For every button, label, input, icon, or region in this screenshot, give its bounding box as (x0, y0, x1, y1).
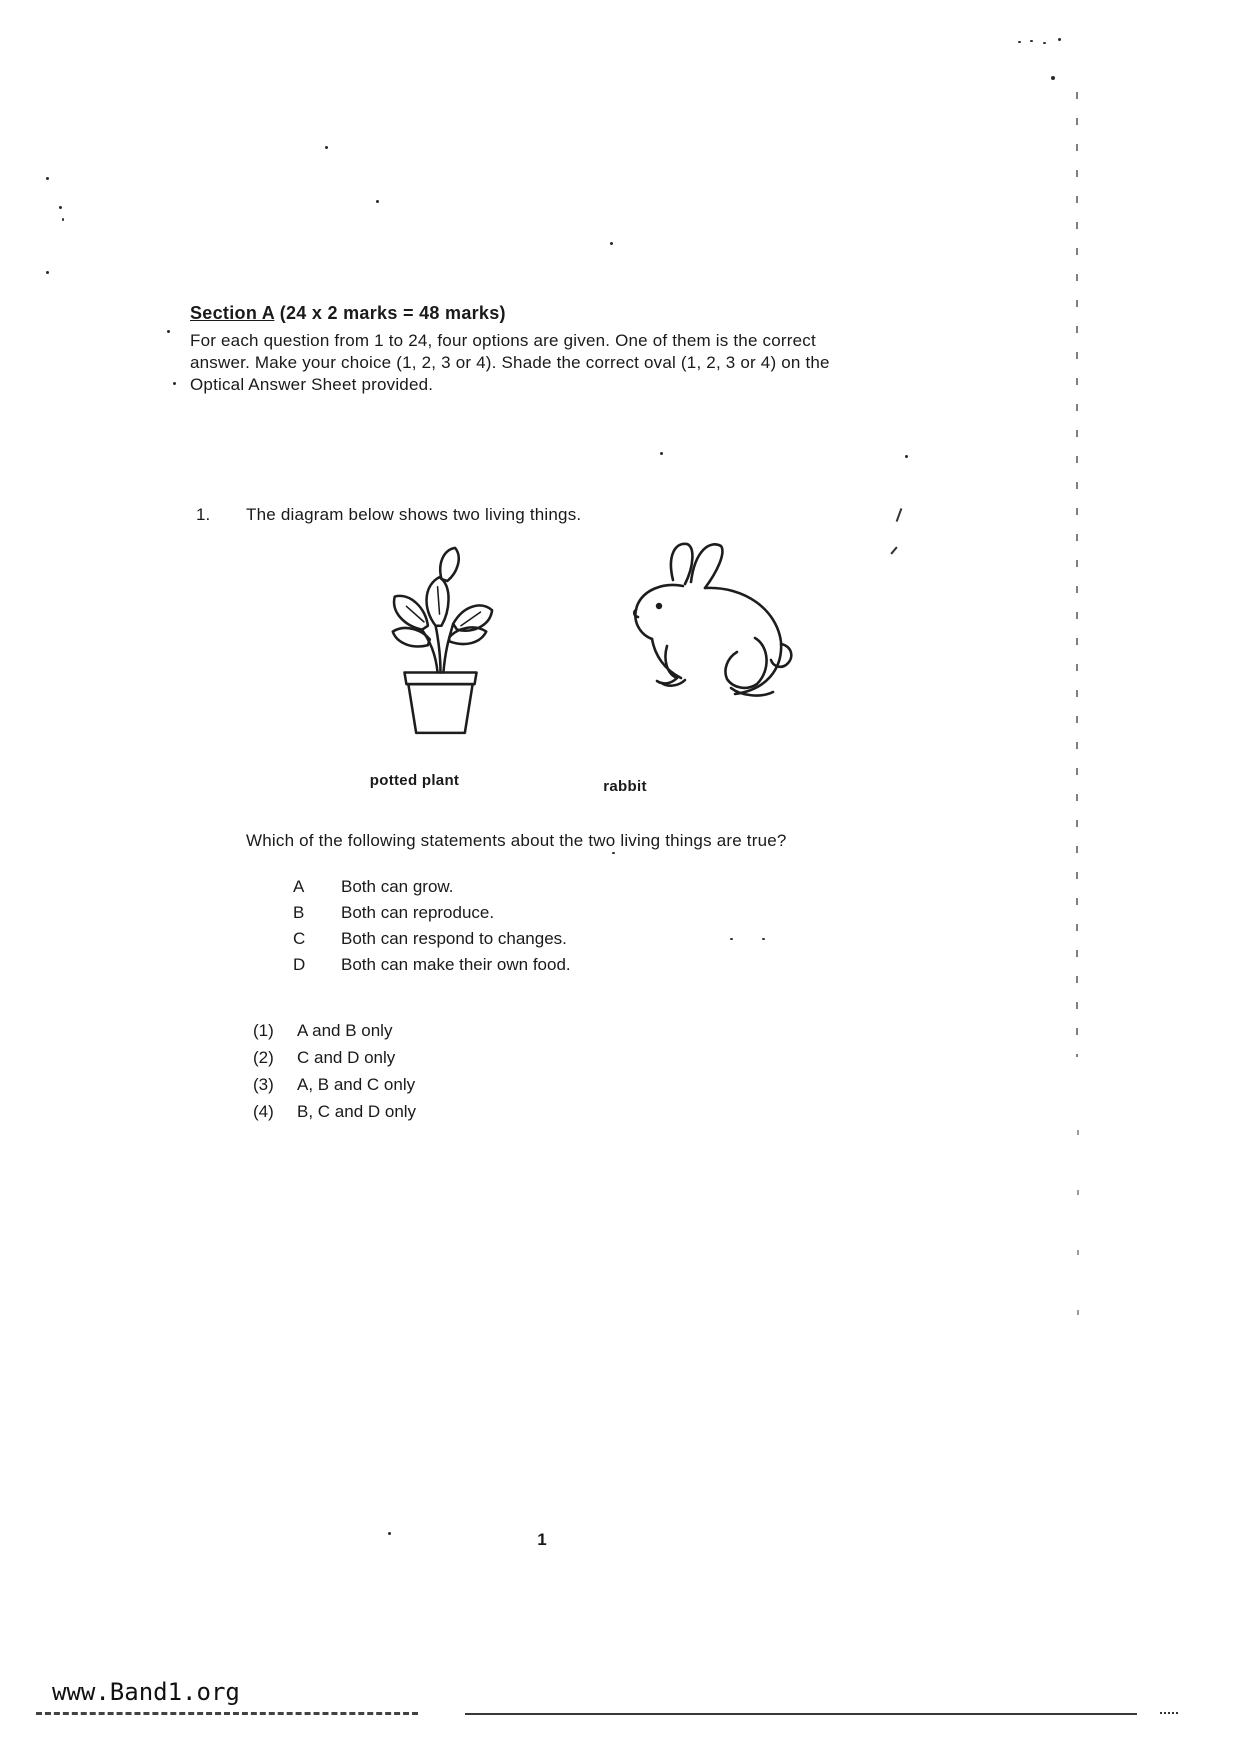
section-marks: (24 x 2 marks = 48 marks) (274, 303, 506, 323)
section-instructions (190, 330, 910, 396)
figure-label-potted-plant: potted plant (369, 772, 460, 789)
instructions-line: Optical Answer Sheet provided. (190, 375, 434, 394)
scan-artifact-speck (660, 452, 663, 455)
question-prompt: Which of the following statements about the two living things are true? (246, 831, 787, 850)
statement-row (293, 903, 571, 929)
instructions-line: For each question from 1 to 24, four options are given. One of them is the correct (190, 331, 816, 350)
scan-artifact-speck (610, 242, 613, 245)
scan-artifact-speck (376, 200, 379, 203)
scan-artifact-vertical-dashes (1076, 92, 1078, 1057)
scan-artifact-speck (59, 206, 62, 209)
statement-letter: D (293, 955, 306, 974)
scan-artifact-speck (730, 938, 733, 940)
scan-artifact-speck (167, 330, 170, 333)
scan-artifact-speck (905, 455, 908, 458)
options-list (253, 1021, 416, 1129)
scan-artifact-speck (1043, 42, 1046, 44)
scan-artifact-speck (62, 218, 64, 221)
option-text: B, C and D only (297, 1102, 417, 1121)
option-row (253, 1048, 416, 1075)
option-number: (4) (253, 1102, 274, 1121)
question-figure (330, 520, 810, 790)
option-row (253, 1102, 416, 1129)
figure-label-rabbit: rabbit (603, 778, 647, 795)
scan-artifact-speck (1058, 38, 1061, 41)
section-title: Section A (190, 303, 275, 323)
scan-artifact-speck (762, 938, 765, 940)
watermark-url: www.Band1.org (52, 1678, 240, 1706)
statement-text: Both can make their own food. (341, 955, 571, 974)
scan-artifact-speck (325, 146, 328, 149)
scan-artifact-speck (1030, 40, 1033, 42)
section-heading (190, 303, 506, 324)
option-number: (1) (253, 1021, 274, 1040)
statement-text: Both can grow. (341, 877, 454, 896)
scan-artifact-footer-line (465, 1713, 1137, 1715)
scan-artifact-speck (173, 382, 176, 385)
statement-text: Both can reproduce. (341, 903, 495, 922)
scan-artifact-speck (612, 852, 615, 854)
statement-letter: C (293, 929, 306, 948)
option-text: A and B only (297, 1021, 393, 1040)
scan-artifact-slash (896, 508, 903, 522)
scan-artifact-vertical-dashes (1077, 1130, 1079, 1360)
option-number: (3) (253, 1075, 274, 1094)
question-number: 1. (196, 505, 211, 524)
scan-artifact-speck (46, 271, 49, 274)
rabbit-drawing (555, 538, 795, 708)
option-row (253, 1021, 416, 1048)
statement-row (293, 929, 571, 955)
scan-artifact-footer-line (36, 1712, 418, 1715)
statements-list (293, 877, 571, 981)
scan-artifact-slash (890, 546, 897, 554)
statement-row (293, 877, 571, 903)
statement-letter: B (293, 903, 305, 922)
scan-artifact-speck (46, 177, 49, 180)
option-number: (2) (253, 1048, 274, 1067)
potted-plant-drawing (348, 528, 533, 743)
statement-text: Both can respond to changes. (341, 929, 567, 948)
scan-artifact-footer-line (1160, 1712, 1178, 1714)
question-intro: The diagram below shows two living things. (246, 505, 582, 524)
option-text: C and D only (297, 1048, 396, 1067)
scan-artifact-speck (1051, 76, 1055, 80)
scan-artifact-speck (1018, 41, 1021, 43)
statement-letter: A (293, 877, 305, 896)
statement-row (293, 955, 571, 981)
instructions-line: answer. Make your choice (1, 2, 3 or 4). Shade the correct oval (1, 2, 3 or 4) on the (190, 353, 830, 372)
scan-artifact-speck (388, 1532, 391, 1535)
option-text: A, B and C only (297, 1075, 416, 1094)
option-row (253, 1075, 416, 1102)
page-number: 1 (537, 1530, 547, 1549)
